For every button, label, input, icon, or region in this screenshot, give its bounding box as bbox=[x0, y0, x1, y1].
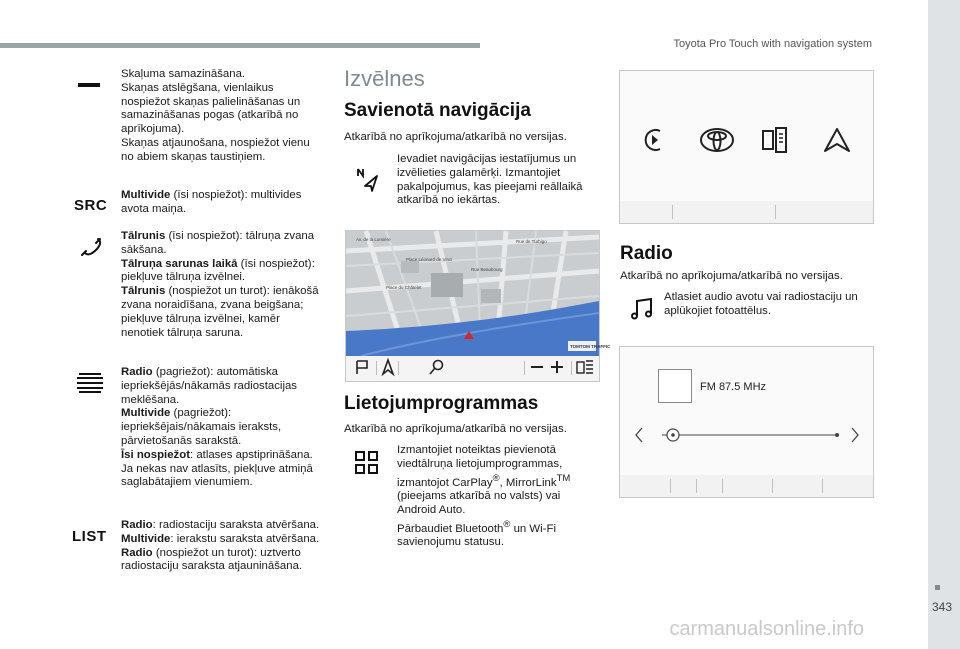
header-rule bbox=[0, 43, 480, 48]
radio-title: Radio bbox=[620, 243, 673, 264]
src-description: Multivide (īsi nospiežot): multivides avota maiņa. bbox=[121, 189, 302, 215]
page-header: Toyota Pro Touch with navigation system bbox=[673, 38, 872, 50]
map-screen bbox=[345, 230, 611, 382]
bar-separator bbox=[670, 479, 671, 493]
radio-description: Atlasiet audio avotu vai radiostaciju un aplūkojiet fotoattēlus. bbox=[664, 291, 858, 317]
navigation-icon bbox=[357, 168, 381, 192]
list-description: Radio: radiostaciju saraksta atvēršana. Multivide: ierakstu saraksta atvēršana. Radio (nospiežot un turot): uztverto radiostaciju saraksta atjaunināšana. bbox=[121, 519, 320, 573]
station-frequency: FM 87.5 MHz bbox=[700, 381, 767, 393]
src-label: SRC bbox=[74, 197, 108, 214]
page-number: 343 bbox=[932, 600, 953, 614]
apps-grid-icon bbox=[355, 451, 379, 475]
street-label: Rue Beaubourg bbox=[471, 267, 503, 272]
search-icon[interactable] bbox=[429, 359, 445, 375]
music-note-icon bbox=[630, 297, 654, 321]
apps-description: Izmantojiet noteiktas pievienotā viedtālruņa lietojumprogrammas, izmantojot CarPlay®, MirrorLink™ (pieejams atkarībā no valsts) vai Android Auto. Pārbaudiet Bluetooth® un Wi-Fi savienojumu statusu. bbox=[397, 444, 571, 549]
radio-bottom-bar bbox=[620, 475, 873, 497]
bar-separator bbox=[722, 479, 723, 493]
previous-station-icon bbox=[636, 428, 642, 442]
traffic-brand: TOMTOM TRAFFIC bbox=[570, 344, 611, 349]
apps-subtitle: Atkarībā no aprīkojuma/atkarībā no versijas. bbox=[344, 423, 567, 435]
street-label: Place du Châtelet bbox=[386, 285, 422, 290]
scroll-wheel-icon bbox=[76, 372, 104, 394]
bar-separator bbox=[775, 205, 776, 219]
wheel-description: Radio (pagriežot): automātiska iepriekšējās/nākamās radiostacijas meklēšana. Multivide (pagriežot): iepriekšējais/nākamais ieraksts, pārvietošanās sarakstā. Īsi nospiežot: atlases apstiprināšana. Ja nekas nav atlasīts, piekļuve atmiņā saglabātajiem vienumiem. bbox=[121, 366, 313, 489]
carplay-icon[interactable] bbox=[642, 127, 666, 153]
tuning-slider[interactable] bbox=[632, 425, 862, 445]
bar-separator bbox=[696, 479, 697, 493]
next-station-icon bbox=[852, 428, 858, 442]
watermark: carmanualsonline.info bbox=[669, 618, 864, 640]
station-artwork bbox=[658, 369, 692, 403]
apps-title: Lietojumprogrammas bbox=[344, 393, 539, 414]
zoom-in-icon[interactable] bbox=[550, 360, 564, 374]
android-auto-icon[interactable] bbox=[823, 127, 851, 153]
mirrorlink-icon[interactable] bbox=[762, 126, 788, 154]
bar-separator bbox=[672, 205, 673, 219]
radio-screen bbox=[619, 346, 874, 498]
nav-description: Ievadiet navigācijas iestatījumus un izvēlieties galamērķi. Izmantojiet pakalpojumus, kas pieejami reāllaikā atkarībā no iekārtas. bbox=[397, 153, 583, 207]
menus-section-title: Izvēlnes bbox=[344, 66, 425, 91]
settings-grid-icon[interactable] bbox=[576, 359, 594, 375]
radio-subtitle: Atkarībā no aprīkojuma/atkarībā no versijas. bbox=[620, 270, 843, 282]
nav-subtitle: Atkarībā no aprīkojuma/atkarībā no versijas. bbox=[344, 131, 567, 143]
minus-icon bbox=[78, 83, 100, 87]
phone-icon bbox=[78, 234, 104, 260]
street-label: Rue de Turbigo bbox=[516, 239, 547, 244]
flag-icon[interactable] bbox=[354, 359, 370, 375]
phone-description: Tālrunis (īsi nospiežot): tālruņa zvana sākšana. Tālruņa sarunas laikā (īsi nospiežot): piekļuve tālruņa izvēlnei. Tālrunis (nospiežot un turot): ienākošā zvana noraidīšana, zvana beigšana; piekļuve tālruņa izvēlnei, kamēr nenotiek tālruņa saruna. bbox=[121, 230, 319, 339]
volume-down-description: Skaļuma samazināšana. Skaņas atslēgšana, vienlaikus nospiežot skaņas palielināšanas un samazināšanas pogas (atkarībā no aprīkojuma). Skaņas atjaunošana, nospiežot vienu no abiem skaņas taustiņiem. bbox=[121, 68, 310, 163]
page-edge-strip bbox=[928, 0, 960, 649]
bar-separator bbox=[772, 479, 773, 493]
toyota-logo-icon[interactable] bbox=[699, 127, 735, 153]
home-bottom-bar bbox=[620, 201, 873, 223]
nav-title: Savienotā navigācija bbox=[344, 100, 531, 121]
bar-separator bbox=[822, 479, 823, 493]
position-icon[interactable] bbox=[381, 359, 395, 375]
street-label: Place Léonard de Vinci bbox=[406, 257, 453, 262]
zoom-out-icon[interactable] bbox=[530, 360, 544, 374]
page-marker bbox=[935, 585, 940, 590]
list-label: LIST bbox=[72, 528, 107, 545]
home-screen bbox=[619, 70, 874, 224]
street-label: Av. de la Lumière bbox=[356, 237, 391, 242]
